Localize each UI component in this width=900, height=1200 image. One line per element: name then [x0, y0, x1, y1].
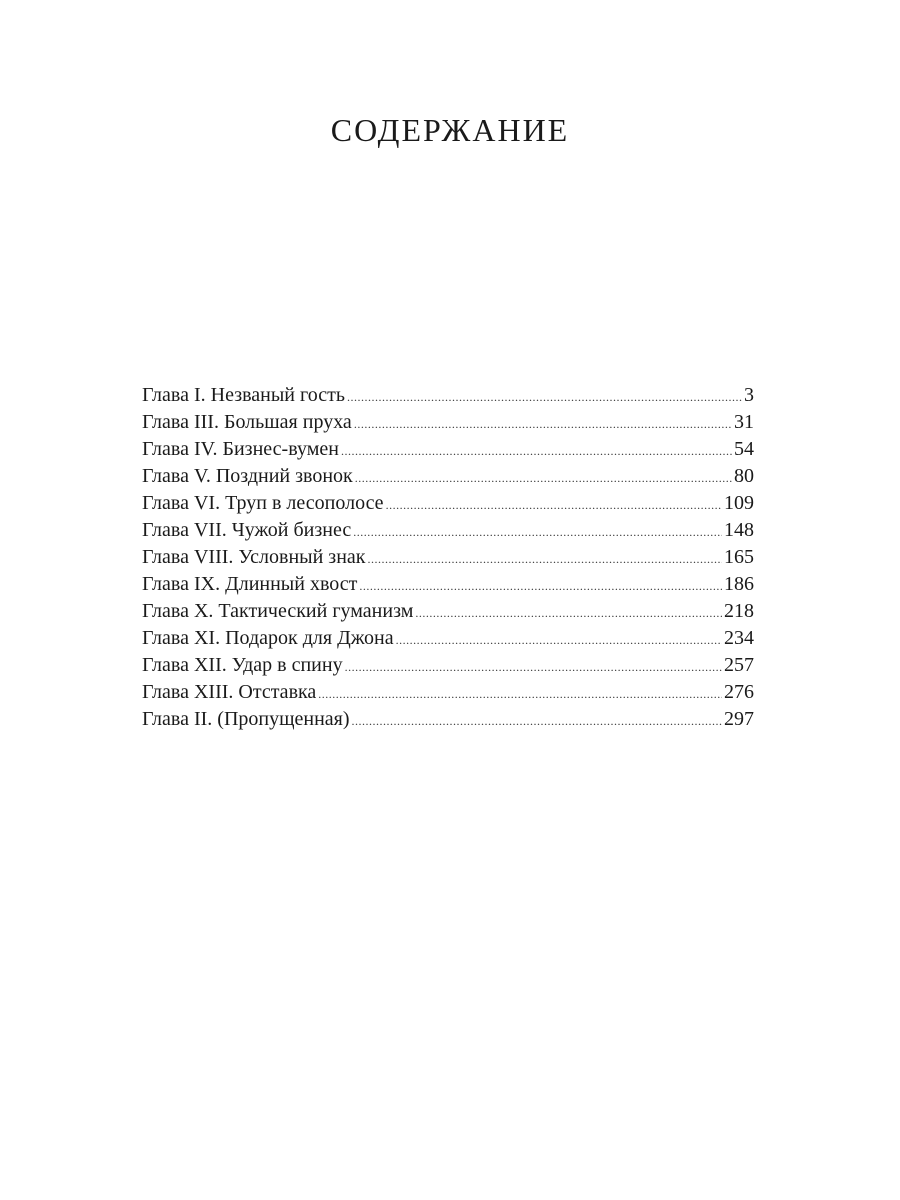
dot-leader — [353, 519, 722, 546]
toc-entry — [142, 463, 754, 490]
toc-entry — [142, 517, 754, 544]
toc-entry — [142, 544, 754, 571]
toc-page-number: 80 — [734, 465, 754, 487]
dot-leader — [368, 546, 723, 573]
dot-leader — [396, 627, 722, 654]
toc-page-number: 297 — [724, 708, 754, 730]
toc-entry-label: Глава II. (Пропущенная) — [142, 708, 350, 730]
dot-leader — [386, 492, 722, 519]
toc-entry-label: Глава VIII. Условный знак — [142, 546, 366, 568]
page-title: СОДЕРЖАНИЕ — [330, 112, 570, 148]
dot-leader — [345, 654, 722, 681]
toc-page-number: 186 — [724, 573, 754, 595]
toc-entry-label: Глава VI. Труп в лесополосе — [142, 492, 384, 514]
toc-entry — [142, 598, 754, 625]
toc-page-number: 54 — [734, 438, 754, 460]
toc-page-number: 234 — [724, 627, 754, 649]
dot-leader — [347, 384, 742, 411]
toc-entry-label: Глава V. Поздний звонок — [142, 465, 353, 487]
dot-leader — [359, 573, 722, 600]
table-of-contents — [142, 382, 754, 733]
toc-entry-label: Глава I. Незваный гость — [142, 384, 345, 406]
dot-leader — [354, 411, 732, 438]
toc-entry-label: Глава XII. Удар в спину — [142, 654, 343, 676]
toc-page-number: 218 — [724, 600, 754, 622]
toc-page-number: 3 — [744, 384, 754, 406]
toc-entry-label: Глава IV. Бизнес-вумен — [142, 438, 339, 460]
toc-entry — [142, 436, 754, 463]
dot-leader — [352, 708, 722, 735]
toc-entry — [142, 652, 754, 679]
toc-page-number: 165 — [724, 546, 754, 568]
toc-page-number: 31 — [734, 411, 754, 433]
toc-entry — [142, 490, 754, 517]
toc-entry — [142, 571, 754, 598]
toc-entry-label: Глава XI. Подарок для Джона — [142, 627, 394, 649]
toc-entry — [142, 706, 754, 733]
toc-page-number: 148 — [724, 519, 754, 541]
toc-entry-label: Глава VII. Чужой бизнес — [142, 519, 352, 541]
dot-leader — [415, 600, 722, 627]
toc-entry-label: Глава IX. Длинный хвост — [142, 573, 358, 595]
toc-entry-label: Глава III. Большая пруха — [142, 411, 352, 433]
toc-page-number: 276 — [724, 681, 754, 703]
dot-leader — [341, 438, 732, 465]
toc-page-number: 257 — [724, 654, 754, 676]
dot-leader — [355, 465, 732, 492]
toc-entry-label: Глава XIII. Отставка — [142, 681, 317, 703]
toc-entry-label: Глава X. Тактический гуманизм — [142, 600, 414, 622]
toc-entry — [142, 409, 754, 436]
toc-page-number: 109 — [724, 492, 754, 514]
toc-entry — [142, 382, 754, 409]
dot-leader — [318, 681, 722, 708]
toc-entry — [142, 679, 754, 706]
toc-entry — [142, 625, 754, 652]
